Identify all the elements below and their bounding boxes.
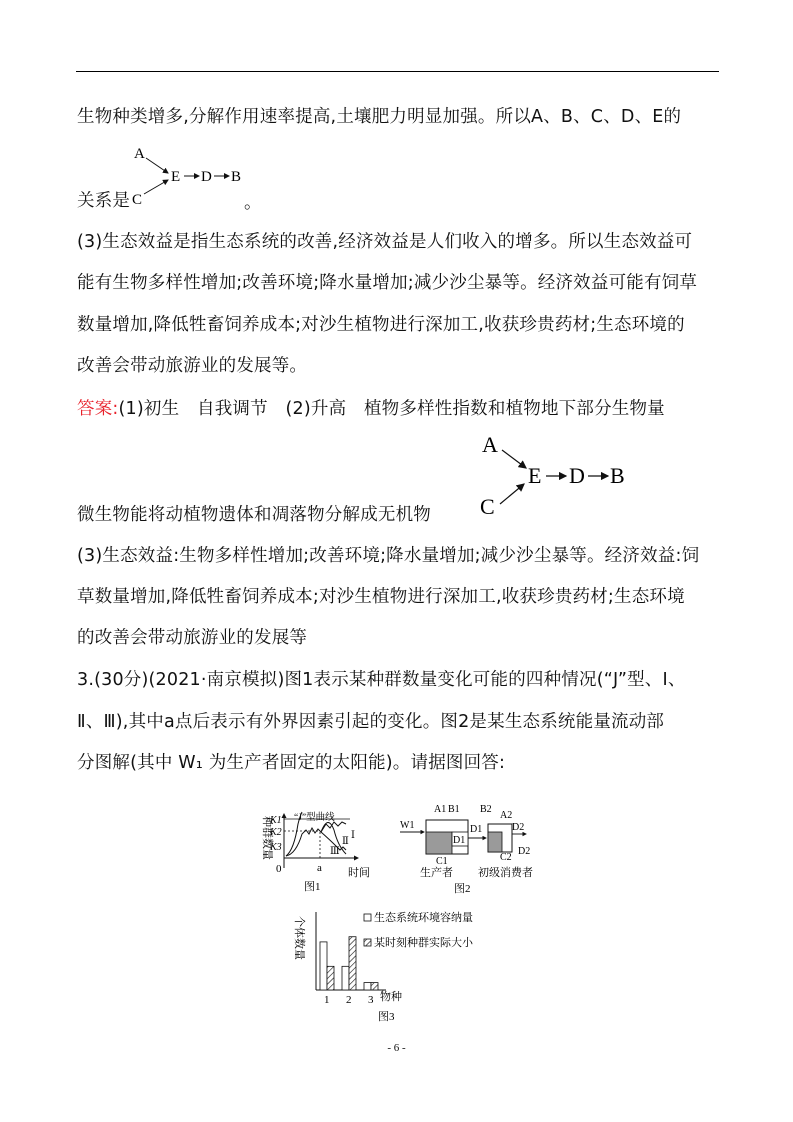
legend-capacity: 生态系统环境容纳量: [374, 912, 473, 924]
fig3-cat-1: 1: [324, 994, 330, 1006]
rel-d-large: D: [569, 463, 585, 488]
fig3-ylabel: 个体数量: [293, 916, 305, 960]
fig2-c1: C1: [436, 856, 448, 867]
text-line-13: Ⅱ、Ⅲ),其中a点后表示有外界因素引起的变化。图2是某生态系统能量流动部: [77, 712, 665, 732]
fig1-origin: 0: [276, 863, 282, 875]
fig1-xlabel: 时间: [348, 867, 370, 879]
bar-species-2-series-1: [342, 966, 349, 990]
rel-c-small: C: [132, 192, 143, 208]
text-line-2: 关系是: [77, 191, 131, 211]
rel-a-small: A: [134, 146, 145, 162]
fig2-d2-lower: D2: [518, 846, 531, 857]
fig1-curve2: Ⅱ: [342, 836, 349, 847]
relation-diagram-small: [126, 140, 256, 210]
figure-3-chart: [290, 908, 510, 1026]
fig2-w1: W1: [400, 820, 415, 831]
text-line-2-end: 。: [244, 193, 262, 213]
text-line-4: 能有生物多样性增加;改善环境;降水量增加;减少沙尘暴等。经济效益可能有饲草: [77, 273, 698, 293]
fig3-cat-3: 3: [368, 994, 374, 1006]
bar-species-3-series-1: [364, 983, 371, 990]
figure-2: [396, 798, 556, 898]
relation-diagram-large: [476, 428, 646, 524]
fig1-k1: K1: [270, 815, 282, 826]
fig2-b2: B2: [480, 804, 492, 815]
text-line-14: 分图解(其中 W₁ 为生产者固定的太阳能)。请据图回答:: [77, 753, 506, 773]
fig2-a2: A2: [500, 810, 513, 821]
fig3-cat-2: 2: [346, 994, 352, 1006]
header-rule: [76, 71, 719, 72]
fig1-k2: K2: [270, 827, 282, 838]
text-line-5: 数量增加,降低牲畜饲养成本;对沙生植物进行深加工,收获珍贵药材;生态环境的: [77, 315, 685, 335]
fig2-caption: 图2: [454, 883, 471, 895]
rel-a-large: A: [482, 432, 498, 457]
legend-actual: 某时刻种群实际大小: [374, 937, 473, 949]
answer-label: 答案:: [77, 399, 119, 419]
fig2-c2: C2: [500, 852, 512, 863]
text-line-11: 的改善会带动旅游业的发展等: [77, 628, 308, 648]
fig1-curve1: Ⅰ: [351, 830, 355, 841]
bar-species-1-series-2: [327, 966, 334, 990]
bar-species-1-series-1: [320, 942, 327, 990]
fig2-d1: D1: [453, 835, 466, 846]
rel-b-small: B: [231, 169, 242, 185]
fig3-caption: 图3: [378, 1011, 395, 1023]
legend-swatch-actual: [364, 939, 371, 946]
fig1-a: a: [317, 862, 322, 874]
fig1-k3: K3: [270, 842, 282, 853]
text-line-12: 3.(30分)(2021·南京模拟)图1表示某种群数量变化可能的四种情况(“J”型、Ⅰ、: [77, 670, 686, 690]
rel-e-small: E: [171, 169, 181, 185]
bar-species-3-series-2: [371, 983, 378, 990]
fig1-j-label: “J”型曲线: [294, 813, 335, 823]
fig2-producer: 生产者: [420, 867, 453, 879]
answer-text: (1)初生 自我调节 (2)升高 植物多样性指数和植物地下部分生物量: [118, 399, 665, 419]
rel-e-large: E: [528, 463, 542, 488]
fig2-b1: B1: [448, 804, 460, 815]
fig1-caption: 图1: [304, 881, 321, 893]
text-line-6: 改善会带动旅游业的发展等。: [77, 356, 308, 376]
text-line-3: (3)生态效益是指生态系统的改善,经济效益是人们收入的增多。所以生态效益可: [77, 232, 693, 252]
fig2-a1: A1: [434, 804, 447, 815]
text-line-1: 生物种类增多,分解作用速率提高,土壤肥力明显加强。所以A、B、C、D、E的: [77, 107, 682, 127]
text-line-9: (3)生态效益:生物多样性增加;改善环境;降水量增加;减少沙尘暴等。经济效益:饲: [77, 546, 700, 566]
fig2-consumer: 初级消费者: [478, 867, 533, 879]
rel-d-small: D: [201, 169, 212, 185]
rel-c-large: C: [480, 494, 495, 519]
fig2-d2: D2: [512, 822, 525, 833]
legend-swatch-capacity: [364, 914, 371, 921]
bar-species-2-series-2: [349, 937, 356, 990]
figure-1: [250, 810, 390, 900]
rel-b-large: B: [610, 463, 625, 488]
page-number: - 6 -: [387, 1042, 406, 1054]
answer-line: [77, 398, 665, 420]
fig3-xlabel: 物种: [380, 991, 402, 1003]
fig2-d1-flow: D1: [470, 824, 483, 835]
fig1-curve3: Ⅲ: [330, 846, 340, 857]
text-line-8: 微生物能将动植物遗体和凋落物分解成无机物: [77, 505, 431, 525]
fig1-ylabel: 种群数量: [261, 816, 273, 860]
text-line-10: 草数量增加,降低牲畜饲养成本;对沙生植物进行深加工,收获珍贵药材;生态环境: [77, 587, 685, 607]
